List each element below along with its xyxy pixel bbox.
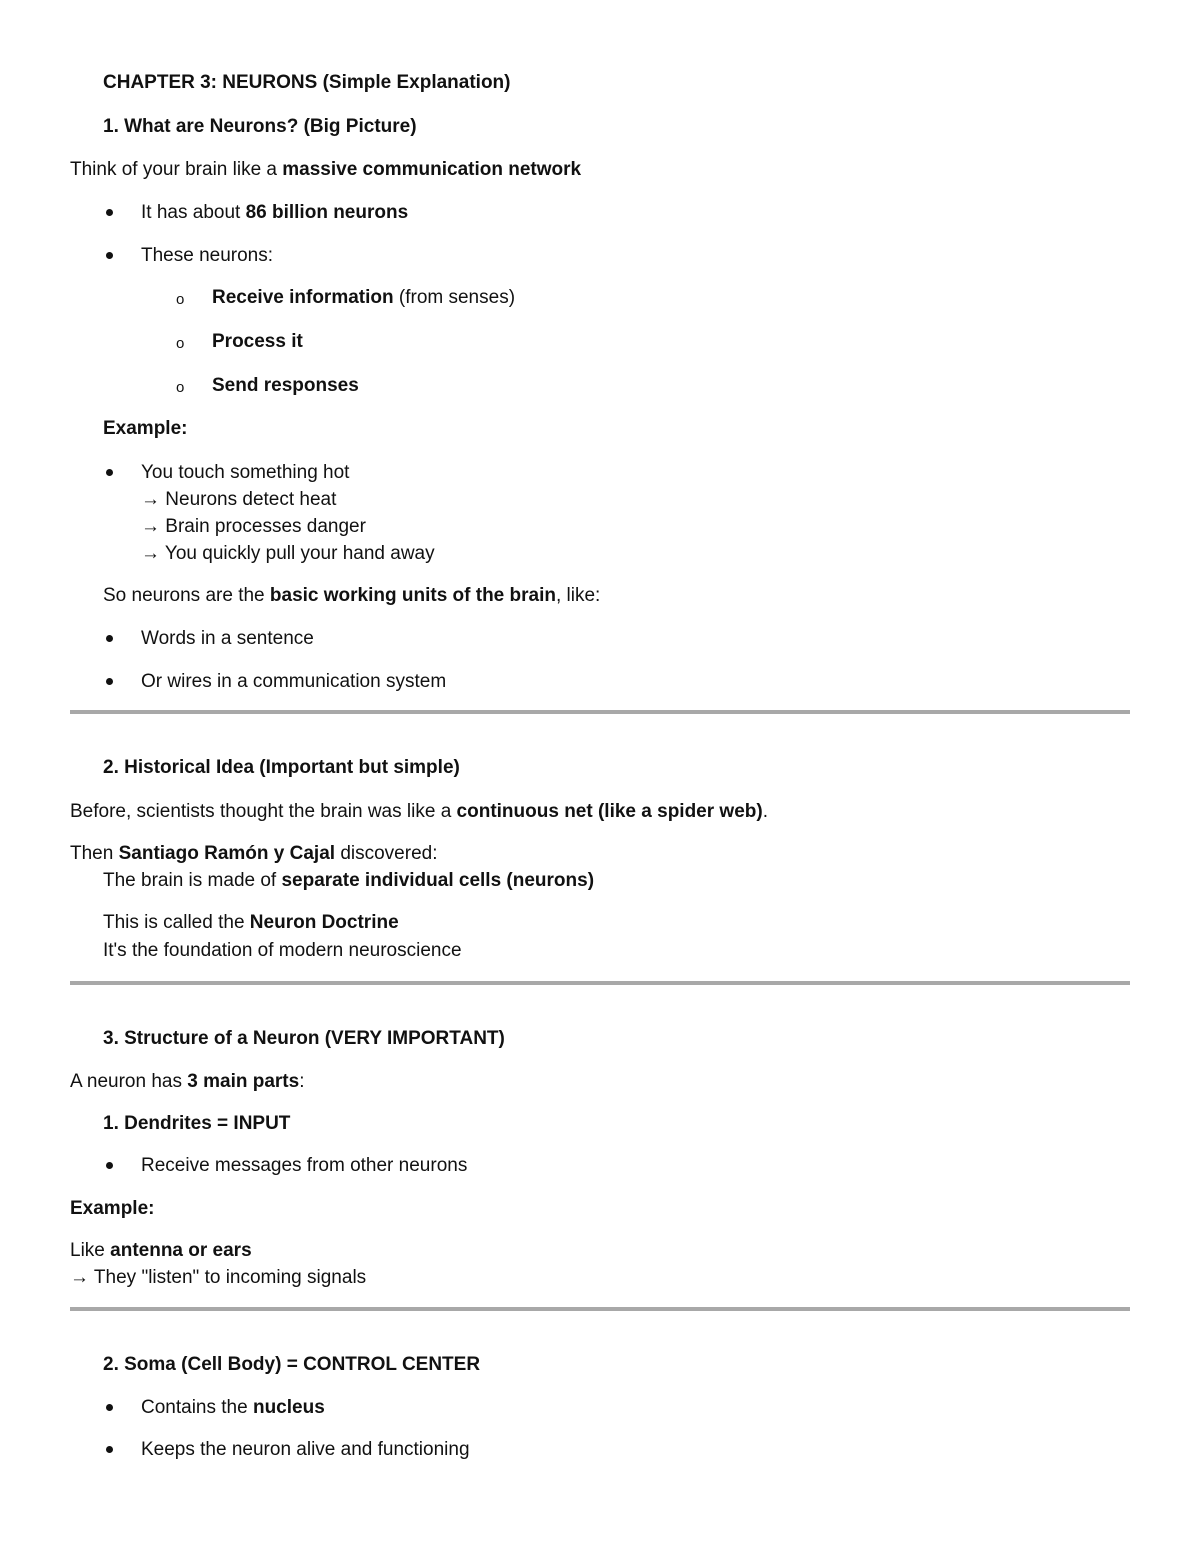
s3-dendrites-heading: 1. Dendrites = INPUT [103, 1113, 291, 1134]
s2-foundation: It's the foundation of modern neuroscience [103, 940, 462, 961]
s1-sub1-text: (from senses) [393, 287, 516, 308]
bullet-dot [106, 678, 113, 685]
section-1-heading: 1. What are Neurons? (Big Picture) [103, 116, 417, 137]
bullet-dot [106, 1404, 113, 1411]
s3-has-post: : [299, 1071, 305, 1092]
s1-example-line-4: → You quickly pull your hand away [141, 543, 435, 564]
s2-made-bold: separate individual cells (neurons) [281, 870, 595, 891]
s1-sub-send: Send responses [212, 375, 359, 396]
s2-called-text: This is called the [103, 912, 250, 933]
s1-b1-bold: 86 billion neurons [245, 202, 409, 223]
s1-sub-process: Process it [212, 331, 303, 352]
s1-example-line-1: You touch something hot [141, 462, 350, 483]
s3-like-antenna [70, 1240, 252, 1262]
s2-made-of [103, 870, 594, 892]
s2-then-bold: Santiago Ramón y Cajal [118, 843, 336, 864]
s1-example-line-2: → Neurons detect heat [141, 489, 337, 510]
bullet-dot [106, 635, 113, 642]
s1-intro-bold: massive communication network [282, 159, 582, 180]
s2-then-post: discovered: [335, 843, 438, 864]
s1-so-text: So neurons are the [103, 585, 270, 606]
s3-soma-alive: Keeps the neuron alive and functioning [141, 1439, 470, 1460]
s3-like-bold: antenna or ears [110, 1240, 252, 1261]
s3-listen: → They "listen" to incoming signals [70, 1267, 367, 1288]
s3-dendrites-bullet: Receive messages from other neurons [141, 1155, 468, 1176]
s1-intro [70, 159, 581, 181]
s1-example-label: Example: [103, 418, 188, 439]
s1-example-line-3: → Brain processes danger [141, 516, 366, 537]
s1-sub-receive [212, 287, 515, 309]
sub-bullet-marker: o [176, 291, 185, 308]
s1-b1-text: It has about [141, 202, 246, 223]
horizontal-divider [70, 710, 1130, 714]
s2-before-text: Before, scientists thought the brain was like a [70, 801, 457, 822]
s2-called-bold: Neuron Doctrine [249, 912, 399, 933]
bullet-dot [106, 469, 113, 476]
s1-like-words: Words in a sentence [141, 628, 314, 649]
chapter-title: CHAPTER 3: NEURONS (Simple Explanation) [103, 72, 511, 93]
bullet-dot [106, 1162, 113, 1169]
s3-soma-b1-bold: nucleus [252, 1397, 325, 1418]
s1-like-wires: Or wires in a communication system [141, 671, 447, 692]
s2-before-bold: continuous net (like a spider web) [456, 801, 763, 822]
s2-then [70, 843, 438, 865]
s3-example-label: Example: [70, 1198, 155, 1219]
s2-made-text: The brain is made of [103, 870, 282, 891]
sub-bullet-marker: o [176, 379, 185, 396]
s3-main-parts [70, 1071, 304, 1093]
s3-has-text: A neuron has [70, 1071, 188, 1092]
s2-before-post: . [762, 801, 768, 822]
section-3-heading: 3. Structure of a Neuron (VERY IMPORTANT) [103, 1028, 505, 1049]
s1-sub1-bold: Receive information [212, 287, 394, 308]
s2-then-text: Then [70, 843, 119, 864]
section-2-heading: 2. Historical Idea (Important but simple) [103, 757, 460, 778]
s1-bullet-neuron-count [141, 202, 408, 224]
horizontal-divider [70, 981, 1130, 985]
s1-so-bold: basic working units of the brain [269, 585, 556, 606]
s3-soma-b1-text: Contains the [141, 1397, 253, 1418]
s1-intro-text: Think of your brain like a [70, 159, 283, 180]
bullet-dot [106, 1446, 113, 1453]
bullet-dot [106, 252, 113, 259]
s2-called [103, 912, 399, 934]
s3-has-bold: 3 main parts [187, 1071, 300, 1092]
s1-bullet-these-neurons: These neurons: [141, 245, 274, 266]
horizontal-divider [70, 1307, 1130, 1311]
s1-so-post: , like: [555, 585, 601, 606]
sub-bullet-marker: o [176, 335, 185, 352]
s3-soma-heading: 2. Soma (Cell Body) = CONTROL CENTER [103, 1354, 481, 1375]
s2-before [70, 801, 768, 823]
bullet-dot [106, 209, 113, 216]
s1-so-neurons [103, 585, 600, 607]
s3-soma-nucleus [141, 1397, 325, 1419]
s3-like-text: Like [70, 1240, 111, 1261]
